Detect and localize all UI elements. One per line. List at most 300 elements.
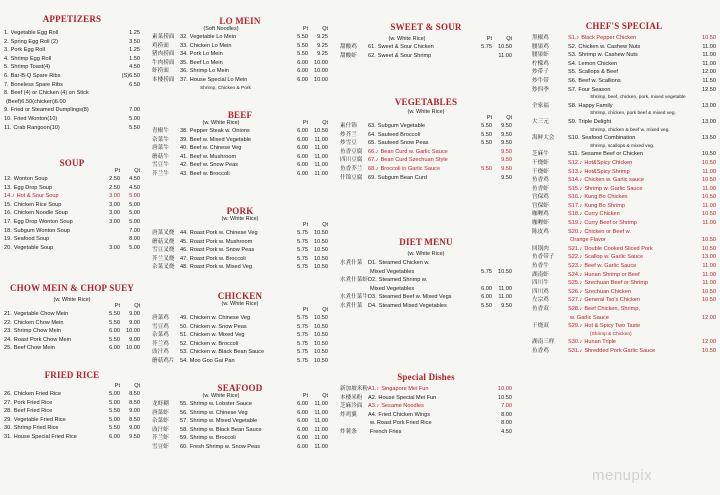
item-number: 61.	[368, 44, 376, 50]
item-pint-price: 6.00	[297, 443, 308, 450]
item-name: House Special Mei Fun	[378, 394, 437, 401]
seafood-heading: SEAFOOD	[217, 383, 263, 393]
item-chinese-name: 回锅肉	[532, 245, 549, 252]
item-name: Subgum Wonton Soup	[13, 227, 70, 234]
item-price: 3.50	[129, 38, 140, 45]
item-price: 10.50	[702, 347, 716, 354]
chefs-heading: CHEF'S SPECIAL	[585, 21, 663, 31]
item-pint-price: 6.00	[297, 435, 308, 442]
specialdishes-heading: Special Dishes	[397, 372, 455, 382]
item-price: 10.50	[314, 264, 328, 271]
item-chinese-name: 杂菜叉烧	[152, 264, 175, 271]
menu-item	[340, 385, 512, 394]
item-number: S7.	[568, 86, 577, 93]
item-chinese-name: 杂菜鸡	[152, 332, 169, 339]
menu-item	[532, 253, 716, 262]
menu-item	[340, 52, 512, 61]
item-price: 1.25	[129, 47, 140, 54]
vegetables-size-header: Pt Qt	[486, 115, 512, 121]
item-number: 45.	[180, 238, 188, 245]
menu-item	[152, 127, 328, 136]
item-name: Scallops & Beef	[578, 69, 618, 76]
item-chinese-name: 水煮什菜虾	[340, 277, 368, 284]
item-number: 29.	[4, 416, 12, 423]
item-pint-price: 5.50	[297, 34, 308, 40]
item-chinese-name: 芥兰鸡	[152, 340, 169, 347]
item-number: S26.♪	[568, 288, 583, 295]
menu-item	[340, 156, 512, 165]
menu-item	[4, 89, 140, 98]
item-name: Szechuan Chicken	[584, 288, 631, 295]
item-price: 9.00	[129, 319, 140, 326]
item-number: D4.	[368, 302, 377, 309]
item-price: 8.00	[501, 411, 512, 418]
item-number: S4.	[568, 60, 577, 67]
item-name: Hunan Triple	[584, 339, 617, 346]
item-number: 16.	[4, 210, 12, 217]
item-pint-price: 6.00	[297, 145, 308, 152]
appetizers-section	[4, 14, 140, 132]
item-name: Scallop w. Garlic Sauce	[584, 254, 644, 261]
item-price: 9.50	[501, 174, 512, 181]
item-name: Spring Egg Roll (2)	[10, 38, 58, 45]
item-name: Pork Fried Rice	[13, 399, 53, 406]
item-number: S25.♪	[568, 280, 583, 287]
item-chinese-name: 水煮什菜	[340, 260, 363, 266]
pork-subheading: (w. White Rice)	[221, 216, 259, 222]
item-price: 9.50	[501, 302, 512, 309]
menu-item	[4, 184, 140, 193]
item-name: Egg Drop Wonton Soup	[13, 218, 73, 225]
item-number: D1.	[368, 260, 377, 266]
item-pint-price: 5.75	[297, 349, 308, 356]
item-price: 10.50	[702, 297, 716, 304]
beef-heading: BEEF	[227, 110, 253, 120]
item-price: 4.50	[129, 176, 140, 182]
column-2	[152, 0, 328, 495]
item-price: 11.00	[314, 136, 328, 143]
item-name: House Special Fried Rice	[13, 433, 77, 440]
item-number: 31.	[4, 433, 12, 440]
item-number: S11.	[568, 151, 580, 158]
item-price: 9.00	[129, 311, 140, 317]
item-price: 11.00	[702, 52, 716, 59]
item-name: Bean Curd w. Garlic Sauce	[380, 148, 448, 155]
item-chinese-name: 豉汁鸡	[152, 349, 169, 356]
item-name: Chicken w. Cashew Nuts	[578, 43, 641, 50]
item-price: 5.00	[129, 193, 140, 200]
item-number: 2.	[4, 38, 9, 45]
item-name: Roast Pork w. Chinese Veg	[189, 230, 258, 236]
item-name: Sesame Beef or Chicken	[581, 151, 643, 158]
item-number: 50.	[180, 323, 188, 330]
item-number: 22.	[4, 319, 12, 326]
item-name: Hunan Shrimp or Beef	[584, 271, 640, 278]
item-number: 6.	[4, 72, 9, 79]
item-name: Shrimp Egg Roll	[10, 55, 52, 62]
menu-item	[152, 161, 328, 170]
menu-item	[340, 131, 512, 140]
item-number: A2.	[368, 394, 377, 401]
menu-item	[4, 244, 140, 253]
item-price: 5.00	[129, 115, 140, 122]
item-chinese-name: 海鲜大会	[532, 135, 555, 142]
item-pint-price: 5.00	[109, 399, 120, 406]
menu-item	[532, 185, 716, 194]
menu-item	[532, 34, 716, 43]
item-number: S18.♪	[568, 211, 583, 218]
item-name: Chicken Fried Rice	[13, 391, 62, 397]
item-price: 10.50	[702, 245, 716, 252]
item-name: Curry Chicken	[584, 211, 620, 218]
menu-item	[4, 175, 140, 184]
item-pint-price: 6.00	[297, 136, 308, 143]
lomein-section	[152, 16, 328, 92]
item-chinese-name: 牛肉捞面	[152, 59, 175, 66]
item-pint-price: 5.75	[297, 247, 308, 254]
item-price: 10.50	[702, 237, 716, 244]
item-number: 28.	[4, 408, 12, 415]
item-note: Shrimp, scallops & mixed veg.	[590, 143, 655, 149]
menu-item	[340, 122, 512, 131]
menu-item	[532, 322, 716, 331]
item-number: 63.	[368, 123, 376, 129]
item-chinese-name: 鱼香鸡	[532, 177, 549, 184]
item-number: 67.♪	[368, 157, 379, 164]
item-number: 13.	[4, 184, 12, 191]
item-chinese-name: 雪豆叉烧	[152, 247, 175, 254]
item-name: Steamed Beef w. Mixed Vegs	[378, 294, 452, 301]
item-chinese-name: 陈皮鸡	[532, 228, 549, 235]
item-name: Fried Wonton(10)	[13, 115, 58, 122]
item-price: 9.25	[317, 51, 328, 58]
item-price: 10.50	[498, 44, 512, 50]
item-name: Wonton Soup	[13, 176, 48, 182]
item-name: Double Cooked Sliced Pork	[584, 245, 653, 252]
menu-item	[152, 170, 328, 179]
item-number: S27.♪	[568, 297, 583, 304]
menu-item	[340, 302, 512, 311]
item-name: Beef w. Chinese Veg	[189, 145, 242, 152]
menu-item	[532, 159, 716, 168]
item-chinese-name: 咖喱虾	[532, 220, 549, 227]
menu-item	[4, 38, 140, 47]
item-number: S29.♪	[568, 323, 583, 330]
item-name: House Special Lo Mein	[189, 76, 248, 83]
item-number: 12.	[4, 176, 12, 182]
item-chinese-name: 杂菜虾	[152, 418, 169, 425]
item-pint-price: 5.50	[481, 302, 492, 309]
item-chinese-name: 猪肉捞面	[152, 51, 175, 58]
menu-item	[4, 115, 140, 124]
item-number: 37.	[180, 76, 188, 83]
item-chinese-name: 芝麻冷面	[340, 403, 363, 410]
menu-item	[152, 67, 328, 76]
item-name: Broccoli in Garlic Sauce	[380, 165, 440, 172]
item-number: S28.♪	[568, 306, 583, 312]
item-number: D2.	[368, 277, 377, 284]
item-name: Hot&Spicy Shrimp	[584, 168, 630, 175]
item-name: Chicken w. Mixed Veg	[189, 332, 245, 339]
item-name: Vegetable Egg Roll	[10, 30, 59, 36]
beef-section	[152, 110, 328, 179]
item-price: 10.50	[314, 315, 328, 321]
item-chinese-name: 鱼香鸡	[532, 347, 549, 354]
menu-item	[4, 416, 140, 425]
menu-item	[152, 348, 328, 357]
item-number: 60.	[180, 443, 188, 450]
item-price: 11.00	[702, 220, 716, 227]
menu-item	[152, 33, 328, 42]
item-name: w. Garlic Sauce	[570, 314, 609, 321]
chowmein-section	[4, 283, 140, 353]
item-price: 8.50	[129, 391, 140, 397]
item-price: 4.50	[129, 184, 140, 191]
item-price: 10.50	[498, 268, 512, 275]
item-name: Beef (4) or Chicken (4) on Stick	[10, 90, 89, 97]
chicken-heading: CHICKEN	[217, 291, 263, 301]
item-name: Singapore Mei Fun	[381, 386, 429, 392]
item-price: 4.50	[501, 428, 512, 435]
menu-item	[4, 344, 140, 353]
menu-item	[152, 357, 328, 366]
item-name: Shrimp w. Chinese Veg	[189, 409, 248, 416]
item-price: 9.50	[501, 140, 512, 147]
menu-item	[532, 176, 716, 185]
item-price: 6.50	[129, 81, 140, 88]
item-price: 7.00	[129, 227, 140, 234]
item-chinese-name: 青椒牛	[152, 128, 169, 134]
item-name: Beef w. Broccoli	[189, 170, 230, 177]
item-name: w. Roast Pork Fried Rice	[370, 420, 432, 427]
item-price: 11.00	[702, 60, 716, 67]
item-price: 8.50	[129, 399, 140, 406]
item-pint-price: 5.50	[109, 319, 120, 326]
item-pint-price: 6.00	[297, 170, 308, 177]
menu-item	[4, 192, 140, 201]
menu-item	[152, 255, 328, 264]
item-name: Beef Chow Mein	[13, 345, 55, 352]
item-price: 11.00	[314, 418, 328, 425]
item-chinese-name: 柠檬鸡	[532, 60, 549, 67]
item-name: Chicken or Beef w.	[584, 228, 631, 235]
item-price: 10.50	[314, 255, 328, 262]
item-number: 27.	[4, 399, 12, 406]
item-chinese-name: 蘑菇牛	[152, 153, 169, 160]
item-price: 11.00	[702, 202, 716, 209]
item-number: 11.	[4, 124, 12, 131]
item-price: 7.00	[129, 107, 140, 114]
item-pint-price: 6.00	[109, 433, 120, 440]
item-price: 11.00	[314, 435, 328, 442]
item-chinese-name: 雪豆虾	[152, 443, 169, 450]
item-name: Vegetable Lo Mein	[189, 34, 237, 40]
item-chinese-name: 咖喱鸡	[532, 211, 549, 218]
item-number: 44.	[180, 230, 188, 236]
item-chinese-name: 杂菜牛	[152, 136, 169, 143]
item-name: Roast Pork Chow Mein	[13, 336, 71, 343]
item-price: 11.00	[314, 409, 328, 416]
item-number: S31.♪	[568, 347, 583, 354]
menu-item	[340, 139, 512, 148]
item-price: (S)6.50	[121, 72, 140, 79]
item-number: 14.♪	[4, 193, 15, 200]
item-number: 8.	[4, 90, 9, 97]
item-price: 9.00	[129, 408, 140, 415]
item-price: 11.50	[702, 77, 716, 84]
item-number: 40.	[180, 145, 188, 152]
menu-item	[340, 402, 512, 411]
specialdishes-section	[340, 372, 512, 437]
menu-item	[532, 262, 716, 271]
item-pint-price: 6.00	[297, 128, 308, 134]
seafood-size-header: (w. White Rice) Pt Qt	[202, 393, 328, 399]
item-chinese-name: 宫保虾	[532, 202, 549, 209]
menu-item	[152, 238, 328, 247]
item-name: Vegetable Chow Mein	[13, 311, 69, 317]
item-price: 10.50	[702, 35, 716, 41]
item-number: 7.	[4, 81, 9, 88]
menu-item	[532, 202, 716, 211]
lomein-note: Shrimp, Chicken & Pork	[200, 85, 251, 91]
item-name: Crab Rangoon(10)	[13, 124, 60, 131]
menu-item	[4, 319, 140, 328]
menu-item	[152, 409, 328, 418]
menu-item	[4, 336, 140, 345]
item-price: 9.00	[129, 336, 140, 343]
item-chinese-name: 蘑菇叉烧	[152, 238, 175, 245]
menu-item	[340, 276, 512, 285]
menu-item	[4, 46, 140, 55]
menu-item	[532, 43, 716, 52]
item-name: Pepper Steak w. Onions	[189, 128, 250, 134]
menu-item	[340, 148, 512, 157]
item-name: Vegetable Soup	[13, 244, 54, 251]
item-name: Pork Lo Mein	[189, 51, 223, 58]
item-price: 13.00	[702, 254, 716, 261]
item-price: 12.50	[702, 86, 716, 93]
item-name: Lemon Chicken	[578, 60, 618, 67]
menu-item	[152, 323, 328, 332]
item-number: 1.	[4, 30, 9, 36]
item-pint-price: 6.00	[297, 153, 308, 160]
item-chinese-name: 干烧虾	[532, 168, 549, 175]
menu-item	[4, 124, 140, 133]
item-number: 62.	[368, 52, 376, 59]
item-name: Black Pepper Chicken	[581, 35, 637, 41]
item-chinese-name: 唐菜鸡	[152, 315, 169, 321]
appetizers-heading: APPETIZERS	[42, 14, 102, 24]
item-pint-price: 5.50	[109, 336, 120, 343]
item-number: S30.♪	[568, 339, 583, 346]
item-number: S12.♪	[568, 159, 583, 166]
item-pint-price: 5.00	[109, 391, 120, 397]
item-number: S24.♪	[568, 271, 583, 278]
menu-item	[532, 86, 716, 95]
menu-item	[532, 338, 716, 347]
item-name: Chicken w. Garlic sauce	[584, 177, 645, 184]
menu-item	[152, 340, 328, 349]
item-note: Shrimp, chicken, pork beef & mixed veg.	[590, 111, 676, 117]
menu-item	[4, 399, 140, 408]
menu-item	[340, 394, 512, 403]
item-price: 10.00	[126, 328, 140, 335]
item-pint-price: 2.50	[109, 176, 120, 182]
soup-size-header: Pt Qt	[114, 168, 140, 174]
item-pint-price: 5.75	[297, 264, 308, 271]
menu-item	[340, 165, 512, 174]
item-price: 10.50	[314, 323, 328, 330]
item-chinese-name: 鱼香双	[532, 306, 549, 312]
vegetables-heading: VEGETABLES	[394, 97, 458, 107]
pork-section	[152, 206, 328, 272]
menu-item	[152, 331, 328, 340]
item-price: 10.50	[314, 349, 328, 356]
item-chinese-name: 芥兰叉烧	[152, 255, 175, 262]
item-name: Shredded Pork Garlic Sauce	[584, 347, 656, 354]
item-number: D3.	[368, 294, 377, 301]
item-pint-price: 6.00	[481, 285, 492, 292]
item-number: 9.	[4, 107, 9, 114]
item-price: 5.00	[129, 244, 140, 251]
item-price: 10.50	[702, 211, 716, 218]
item-number: 23.	[4, 328, 12, 335]
vegetables-subheading: (w. White Rice)	[407, 109, 445, 115]
chicken-subheading: (w. White Rice)	[221, 301, 259, 307]
item-number: 18.	[4, 227, 12, 234]
item-name: Roast Pork w. Mixed Veg	[189, 264, 252, 271]
item-chinese-name: 唐菜虾	[152, 409, 169, 416]
friedrice-heading: FRIED RICE	[44, 370, 100, 380]
chowmein-heading: CHOW MEIN & CHOP SUEY	[9, 283, 135, 293]
item-pint-price: 2.50	[109, 184, 120, 191]
item-name: Chicken w. Snow Peas	[189, 323, 247, 330]
menu-item	[532, 150, 716, 159]
item-number: 20.	[4, 244, 12, 251]
item-pint-price: 6.00	[297, 409, 308, 416]
item-pint-price: 5.75	[297, 230, 308, 236]
item-pint-price: 5.50	[297, 42, 308, 49]
item-name: Shrimp w. Broccoli	[189, 435, 236, 442]
item-pint-price: 6.00	[297, 76, 308, 83]
menu-item	[152, 400, 328, 409]
item-name: Chicken Lo Mein	[189, 42, 232, 49]
item-chinese-name: 甜酸鸡	[340, 44, 357, 50]
item-name: Orange Flavor	[570, 237, 606, 244]
item-pint-price: 5.75	[297, 357, 308, 364]
item-number: 38.	[180, 128, 188, 134]
menu-item	[532, 210, 716, 219]
item-number: S23.♪	[568, 263, 583, 270]
item-price: 9.50	[501, 131, 512, 138]
menu-item	[4, 98, 140, 107]
item-name: French Fries	[370, 428, 402, 435]
item-price: 10.50	[702, 288, 716, 295]
menu-item	[532, 134, 716, 143]
menu-item	[532, 102, 716, 111]
menu-item	[532, 51, 716, 60]
item-number: 21.	[4, 311, 12, 317]
menu-item	[4, 63, 140, 72]
menu-item	[532, 193, 716, 202]
item-price: 10.50	[702, 194, 716, 201]
vegetables-section	[340, 97, 512, 182]
item-chinese-name: 炸鸡翼	[340, 411, 357, 418]
chicken-size-header: Pt Qt	[302, 307, 328, 313]
item-name: Sweet & Sour Chicken	[377, 44, 434, 50]
item-name: Steamed Chicken w.	[378, 260, 430, 266]
menu-item	[532, 245, 716, 254]
